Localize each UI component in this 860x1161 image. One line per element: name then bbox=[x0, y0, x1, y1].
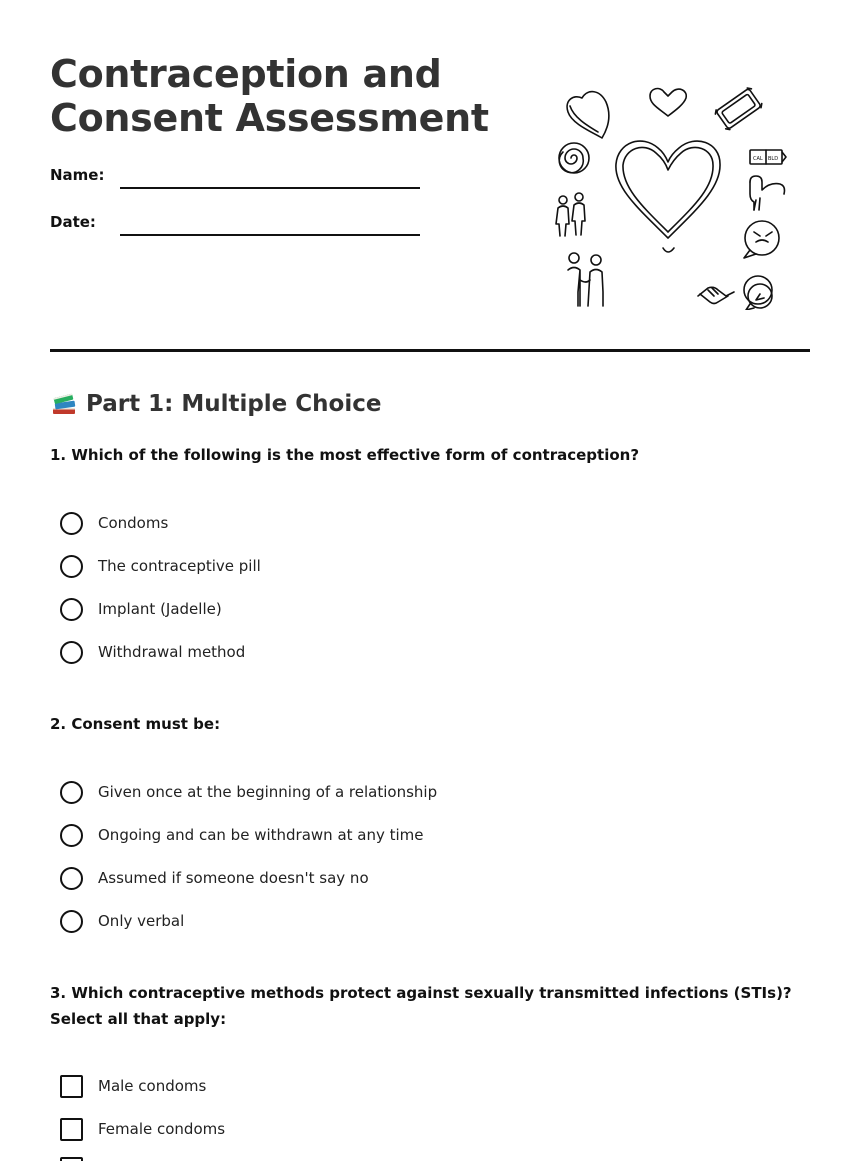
radio-button[interactable] bbox=[60, 910, 83, 933]
header-divider bbox=[50, 349, 810, 352]
speech-bubble-icon bbox=[744, 221, 779, 258]
checkbox[interactable] bbox=[60, 1075, 83, 1098]
svg-text:CAL: CAL bbox=[753, 156, 763, 162]
option-label: Only verbal bbox=[98, 912, 185, 930]
condom-packet-icon bbox=[714, 86, 764, 131]
chat-bubble-icon bbox=[744, 276, 772, 310]
worksheet-header bbox=[50, 50, 810, 350]
radio-button[interactable] bbox=[60, 598, 83, 621]
name-line[interactable] bbox=[120, 187, 420, 189]
q1-option-4[interactable] bbox=[60, 639, 245, 665]
option-label: Given once at the beginning of a relationship bbox=[98, 783, 438, 801]
intimacy-doodle-icon bbox=[750, 176, 785, 210]
question-2-prompt: 2. Consent must be: bbox=[50, 715, 221, 733]
q2-option-2[interactable] bbox=[60, 822, 424, 848]
radio-button[interactable] bbox=[60, 555, 83, 578]
q2-option-4[interactable] bbox=[60, 908, 184, 934]
books-icon bbox=[50, 390, 78, 418]
small-heart-icon bbox=[650, 89, 686, 116]
title-line-2: Consent Assessment bbox=[50, 96, 489, 140]
title-line-1: Contraception and bbox=[50, 52, 442, 96]
q2-option-3[interactable] bbox=[60, 865, 369, 891]
q3-option-3-partial[interactable] bbox=[60, 1155, 98, 1161]
date-label: Date: bbox=[50, 213, 96, 231]
calendar-icon bbox=[750, 150, 786, 164]
q3-option-1[interactable] bbox=[60, 1073, 206, 1099]
page-title bbox=[50, 52, 520, 140]
option-label: Male condoms bbox=[98, 1077, 207, 1095]
checkbox[interactable] bbox=[60, 1118, 83, 1141]
option-label: The contraceptive pill bbox=[98, 557, 261, 575]
question-3-prompt: 3. Which contraceptive methods protect against sexually transmitted infections (STIs)? Select all that apply: bbox=[50, 984, 792, 1028]
relationship-doodle-illustration bbox=[550, 70, 790, 310]
q2-option-1[interactable] bbox=[60, 779, 437, 805]
section-title: Part 1: Multiple Choice bbox=[86, 391, 382, 417]
option-label: Withdrawal method bbox=[98, 643, 246, 661]
radio-button[interactable] bbox=[60, 824, 83, 847]
swirl-icon bbox=[559, 143, 589, 173]
option-label: Assumed if someone doesn't say no bbox=[98, 869, 369, 887]
radio-button[interactable] bbox=[60, 867, 83, 890]
couple-icon bbox=[556, 193, 585, 236]
radio-button[interactable] bbox=[60, 641, 83, 664]
holding-hands-icon bbox=[568, 253, 603, 306]
q1-option-1[interactable] bbox=[60, 510, 168, 536]
name-label: Name: bbox=[50, 166, 105, 184]
option-label: Female condoms bbox=[98, 1120, 226, 1138]
outline-heart-icon bbox=[567, 92, 609, 138]
large-heart-icon bbox=[616, 141, 720, 238]
radio-button[interactable] bbox=[60, 781, 83, 804]
svg-text:BLD: BLD bbox=[768, 156, 779, 162]
radio-button[interactable] bbox=[60, 512, 83, 535]
option-label: Ongoing and can be withdrawn at any time bbox=[98, 826, 424, 844]
option-label: Condoms bbox=[98, 514, 169, 532]
section-heading bbox=[50, 388, 381, 420]
option-label: Implant (Jadelle) bbox=[98, 600, 222, 618]
checkbox[interactable] bbox=[60, 1157, 83, 1161]
question-1-prompt: 1. Which of the following is the most effective form of contraception? bbox=[50, 446, 640, 464]
handshake-icon bbox=[698, 287, 734, 303]
q1-option-3[interactable] bbox=[60, 596, 222, 622]
q3-option-2[interactable] bbox=[60, 1116, 225, 1142]
q1-option-2[interactable] bbox=[60, 553, 261, 579]
date-line[interactable] bbox=[120, 234, 420, 236]
